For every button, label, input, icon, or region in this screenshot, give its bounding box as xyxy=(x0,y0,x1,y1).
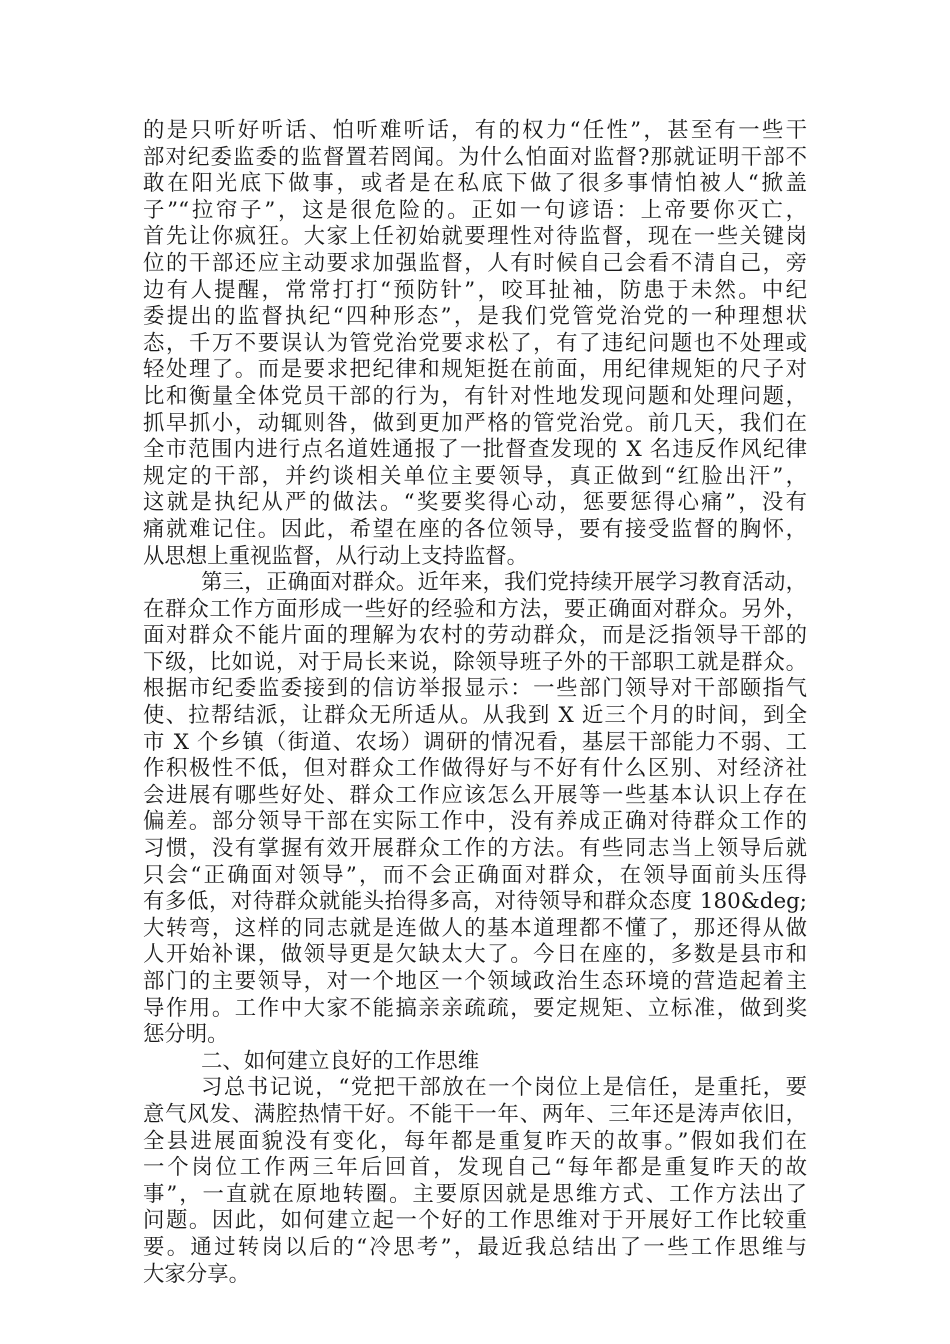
text-line: 事”，一直就在原地转圈。主要原因就是思维方式、工作方法出了 xyxy=(143,1181,807,1207)
text-line: 习惯，没有掌握有效开展群众工作的方法。有些同志当上领导后就 xyxy=(143,836,807,862)
text-line: 一个岗位工作两三年后回首，发现自己“每年都是重复昨天的故 xyxy=(143,1155,807,1181)
text-line: 面对群众不能片面的理解为农村的劳动群众，而是泛指领导干部的 xyxy=(143,623,807,649)
paragraph-start-line: 习总书记说，“党把干部放在一个岗位上是信任，是重托，要 xyxy=(201,1075,807,1101)
text-line: 有多低，对待群众就能头抬得多高，对待领导和群众态度 180&deg; xyxy=(143,889,807,915)
text-line: 这就是执纪从严的做法。“奖要奖得心动，惩要惩得心痛”，没有 xyxy=(143,490,807,516)
text-line: 大家分享。 xyxy=(143,1261,250,1287)
text-line: 全市范围内进行点名道姓通报了一批督查发现的 X 名违反作风纪律 xyxy=(143,437,807,463)
text-line: 根据市纪委监委接到的信访举报显示：一些部门领导对干部颐指气 xyxy=(143,676,807,702)
text-line: 市 X 个乡镇（街道、农场）调研的情况看，基层干部能力不弱、工 xyxy=(143,729,807,755)
text-line: 偏差。部分领导干部在实际工作中，没有养成正确对待群众工作的 xyxy=(143,809,807,835)
text-line: 边有人提醒，常常打打“预防针”，咬耳扯袖，防患于未然。中纪 xyxy=(143,277,807,303)
text-line: 惩分明。 xyxy=(143,1022,229,1048)
text-line: 比和衡量全体党员干部的行为，有针对性地发现问题和处理问题， xyxy=(143,383,807,409)
text-line: 人开始补课，做领导更是欠缺太大了。今日在座的，多数是县市和 xyxy=(143,942,807,968)
text-line: 会进展有哪些好处、群众工作应该怎么开展等一些基本认识上存在 xyxy=(143,782,807,808)
text-line: 部对纪委监委的监督置若罔闻。为什么怕面对监督?那就证明干部不 xyxy=(143,144,807,170)
text-line: 意气风发、满腔热情干好。不能干一年、两年、三年还是涛声依旧， xyxy=(143,1101,807,1127)
text-line: 敢在阳光底下做事，或者是在私底下做了很多事情怕被人“掀盖 xyxy=(143,171,807,197)
text-line: 痛就难记住。因此，希望在座的各位领导，要有接受监督的胸怀， xyxy=(143,516,807,542)
text-line: 规定的干部，并约谈相关单位主要领导，真正做到“红脸出汗”， xyxy=(143,463,807,489)
text-line: 子”“拉帘子”，这是很危险的。正如一句谚语：上帝要你灭亡， xyxy=(143,197,807,223)
text-line: 大转弯，这样的同志就是连做人的基本道理都不懂了，那还得从做 xyxy=(143,915,807,941)
section-heading: 二、如何建立良好的工作思维 xyxy=(201,1048,480,1074)
text-line: 首先让你疯狂。大家上任初始就要理性对待监督，现在一些关键岗 xyxy=(143,224,807,250)
text-line: 作积极性不低，但对群众工作做得好与不好有什么区别、对经济社 xyxy=(143,756,807,782)
text-line: 态，千万不要误认为管党治党要求松了，有了违纪问题也不处理或 xyxy=(143,330,807,356)
text-line: 问题。因此，如何建立起一个好的工作思维对于开展好工作比较重 xyxy=(143,1208,807,1234)
text-line: 下级，比如说，对于局长来说，除领导班子外的干部职工就是群众。 xyxy=(143,649,807,675)
text-line: 只会“正确面对领导”，而不会正确面对群众，在领导面前头压得 xyxy=(143,862,807,888)
text-line: 从思想上重视监督，从行动上支持监督。 xyxy=(143,543,529,569)
text-line: 位的干部还应主动要求加强监督，人有时候自己会看不清自己，旁 xyxy=(143,250,807,276)
text-line: 要。通过转岗以后的“冷思考”，最近我总结出了一些工作思维与 xyxy=(143,1234,807,1260)
text-line: 的是只听好听话、怕听难听话，有的权力“任性”，甚至有一些干 xyxy=(143,118,807,143)
document-page xyxy=(143,118,807,1288)
text-line: 在群众工作方面形成一些好的经验和方法，要正确面对群众。另外， xyxy=(143,596,807,622)
text-line: 轻处理了。而是要求把纪律和规矩挺在前面，用纪律规矩的尺子对 xyxy=(143,357,807,383)
text-line: 抓早抓小，动辄则咎，做到更加严格的管党治党。前几天，我们在 xyxy=(143,410,807,436)
text-line: 导作用。工作中大家不能搞亲亲疏疏，要定规矩、立标准，做到奖 xyxy=(143,995,807,1021)
text-line: 部门的主要领导，对一个地区一个领域政治生态环境的营造起着主 xyxy=(143,969,807,994)
text-line: 全县进展面貌没有变化，每年都是重复昨天的故事。”假如我们在 xyxy=(143,1128,807,1154)
text-line: 使、拉帮结派，让群众无所适从。从我到 X 近三个月的时间，到全 xyxy=(143,703,807,729)
text-line: 委提出的监督执纪“四种形态”，是我们党管党治党的一种理想状 xyxy=(143,304,807,330)
paragraph-start-line: 第三，正确面对群众。近年来，我们党持续开展学习教育活动， xyxy=(201,570,807,596)
